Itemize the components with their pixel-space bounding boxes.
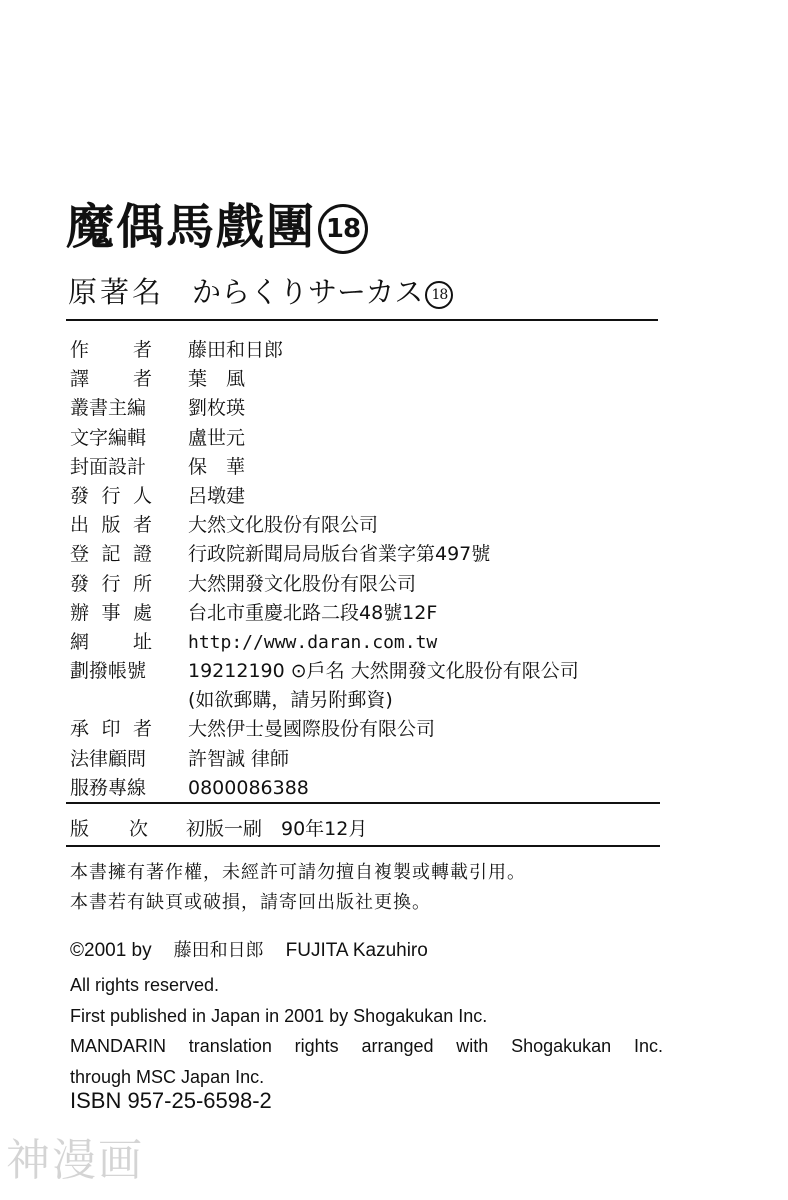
credit-text-editor: 文字編輯 盧世元: [70, 426, 246, 449]
divider-top: [66, 319, 658, 321]
credit-service-line: 服務專線 0800086388: [70, 776, 309, 799]
original-title-label: 原著名: [68, 275, 165, 309]
copyright-notice: [70, 858, 526, 918]
notice-line: 本書若有缺頁或破損，請寄回出版社更換。: [70, 892, 431, 913]
rights-line: through MSC Japan Inc.: [70, 1066, 265, 1087]
rights-line: All rights reserved.: [70, 975, 220, 995]
credit-postal-note: (如欲郵購，請另附郵資): [188, 689, 393, 712]
credit-publisher: 出版者 大然文化股份有限公司: [70, 514, 379, 537]
author-name-en: FUJITA Kazuhiro: [285, 940, 428, 961]
rights-line: MANDARIN translation rights arranged with Shogakukan Inc.: [70, 1036, 663, 1057]
original-title: [68, 270, 453, 311]
credit-cover-design: 封面設計 保 華: [70, 455, 246, 478]
credit-distributor: 發行所 大然開發文化股份有限公司: [70, 572, 417, 595]
isbn: ISBN 957-25-6598-2: [70, 1088, 272, 1113]
original-title-text: からくりサーカス: [192, 275, 424, 309]
divider-edition-top: [66, 802, 660, 804]
credit-series-editor: 叢書主編 劉枚瑛: [70, 397, 246, 420]
original-volume-badge: 18: [425, 281, 453, 309]
credit-author: 作 者 藤田和日郎: [70, 339, 284, 361]
divider-edition-bottom: [66, 845, 660, 847]
credit-printer: 承印者 大然伊士曼國際股份有限公司: [70, 718, 436, 741]
author-name-cn: 藤田和日郎: [173, 940, 264, 961]
watermark-logo: 神漫画: [6, 1135, 144, 1186]
book-title-text: 魔偶馬戲團: [66, 199, 317, 255]
credit-registration: 登記證 行政院新聞局局版台省業字第497號: [70, 543, 491, 566]
edition-value: 初版一刷 90年12月: [186, 818, 368, 840]
credit-translator: 譯 者 葉 風: [70, 368, 246, 391]
notice-line: 本書擁有著作權，未經許可請勿擅自複製或轉載引用。: [70, 862, 526, 883]
copyright-line: [70, 936, 428, 962]
credit-postal-account: 劃撥帳號 19212190 ⊙戶名 大然開發文化股份有限公司: [70, 660, 579, 683]
credits-list: [70, 336, 579, 803]
credit-publisher-person: 發行人 呂墩建: [70, 484, 246, 507]
edition-row: [70, 814, 367, 841]
english-rights: [70, 970, 663, 1092]
book-title: [66, 188, 368, 257]
credit-website: 網 址 http://www.daran.com.tw: [70, 630, 438, 653]
copyright-prefix: ©2001 by: [70, 940, 152, 961]
credit-office: 辦事處 台北市重慶北路二段48號12F: [70, 601, 438, 624]
edition-label: 版 次: [70, 818, 148, 840]
credit-legal-advisor: 法律顧問 許智誠 律師: [70, 747, 290, 770]
volume-badge: 18: [318, 204, 368, 254]
rights-line: First published in Japan in 2001 by Shogakukan Inc.: [70, 1005, 488, 1026]
